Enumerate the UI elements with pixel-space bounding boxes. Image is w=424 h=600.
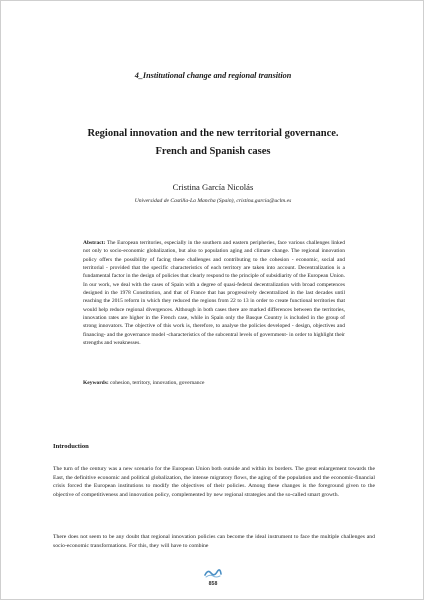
keywords-label: Keywords:	[83, 380, 109, 386]
abstract	[83, 239, 345, 347]
keywords-text: cohesion, territory, innovation, governance	[110, 380, 205, 386]
author-name: Cristina García Nicolás	[172, 182, 254, 192]
paper-title	[1, 125, 424, 161]
keywords	[83, 379, 345, 387]
author-affiliation: Universidad de Castilla-La Mancha (Spain), cristina.garcia@uclm.es	[134, 198, 292, 204]
abstract-label: Abstract:	[83, 240, 106, 246]
intro-paragraph-1: The turn of the century was a new scenario for the European Union both outside and within its borders. The great enlargement towards the East, the definitive economic and political globalization, the intense migratory flows, the aging of the population and the economic-financial crisis forced the European institutions to modify the objectives of their policies. Among these changes is the foreground given to the objective of competitiveness and innovation policy, complemented by new regional strategies and the so-called smart growth.	[53, 466, 375, 498]
section-heading-introduction: Introduction	[53, 443, 89, 450]
section-label: 4_Institutional change and regional transition	[134, 71, 292, 80]
page-number: 858	[208, 581, 218, 587]
title-line-2: French and Spanish cases	[155, 146, 271, 157]
abstract-text: The European territories, especially in the southern and eastern peripheries, face various challenges linked not only to socio-economic globalization, but also to population aging and climate change. The regional innovation policy offers the possibility of facing these challenges and contributing to the cohesion - economic, social and territorial - provided that the specific characteristics of each territory are taken into account. Decentralization is a fundamental factor in the design of policies that clearly respond to the principle of subsidiarity of the European Union. In our work, we deal with the cases of Spain with a degree of quasi-federal decentralization with broad competences designed in the 1978 Constitution, and that of France that has progressively decentralized in the last decades until reaching the 2015 reform in which they reduced the regions from 22 to 13 in order to create functional territories that would help reduce regional divergences. Although in both cases there are marked differences between the territories, innovation rates are higher in the French case, while in Spain only the Basque Country is included in the group of strong innovators. The objective of this work is, therefore, to analyse the policies developed - design, objectives and financing- and the governance model -characteristics of the subcentral levels of government- in order to highlight their strengths and weaknesses.	[83, 240, 345, 347]
intro-paragraph-2: There does not seem to be any doubt that regional innovation policies can become the ideal instrument to face the multiple challenges and socio-economic transformations. For this, they will have to combine	[53, 534, 375, 549]
wave-logo-icon	[204, 568, 222, 578]
title-line-1: Regional innovation and the new territorial governance.	[87, 128, 339, 139]
